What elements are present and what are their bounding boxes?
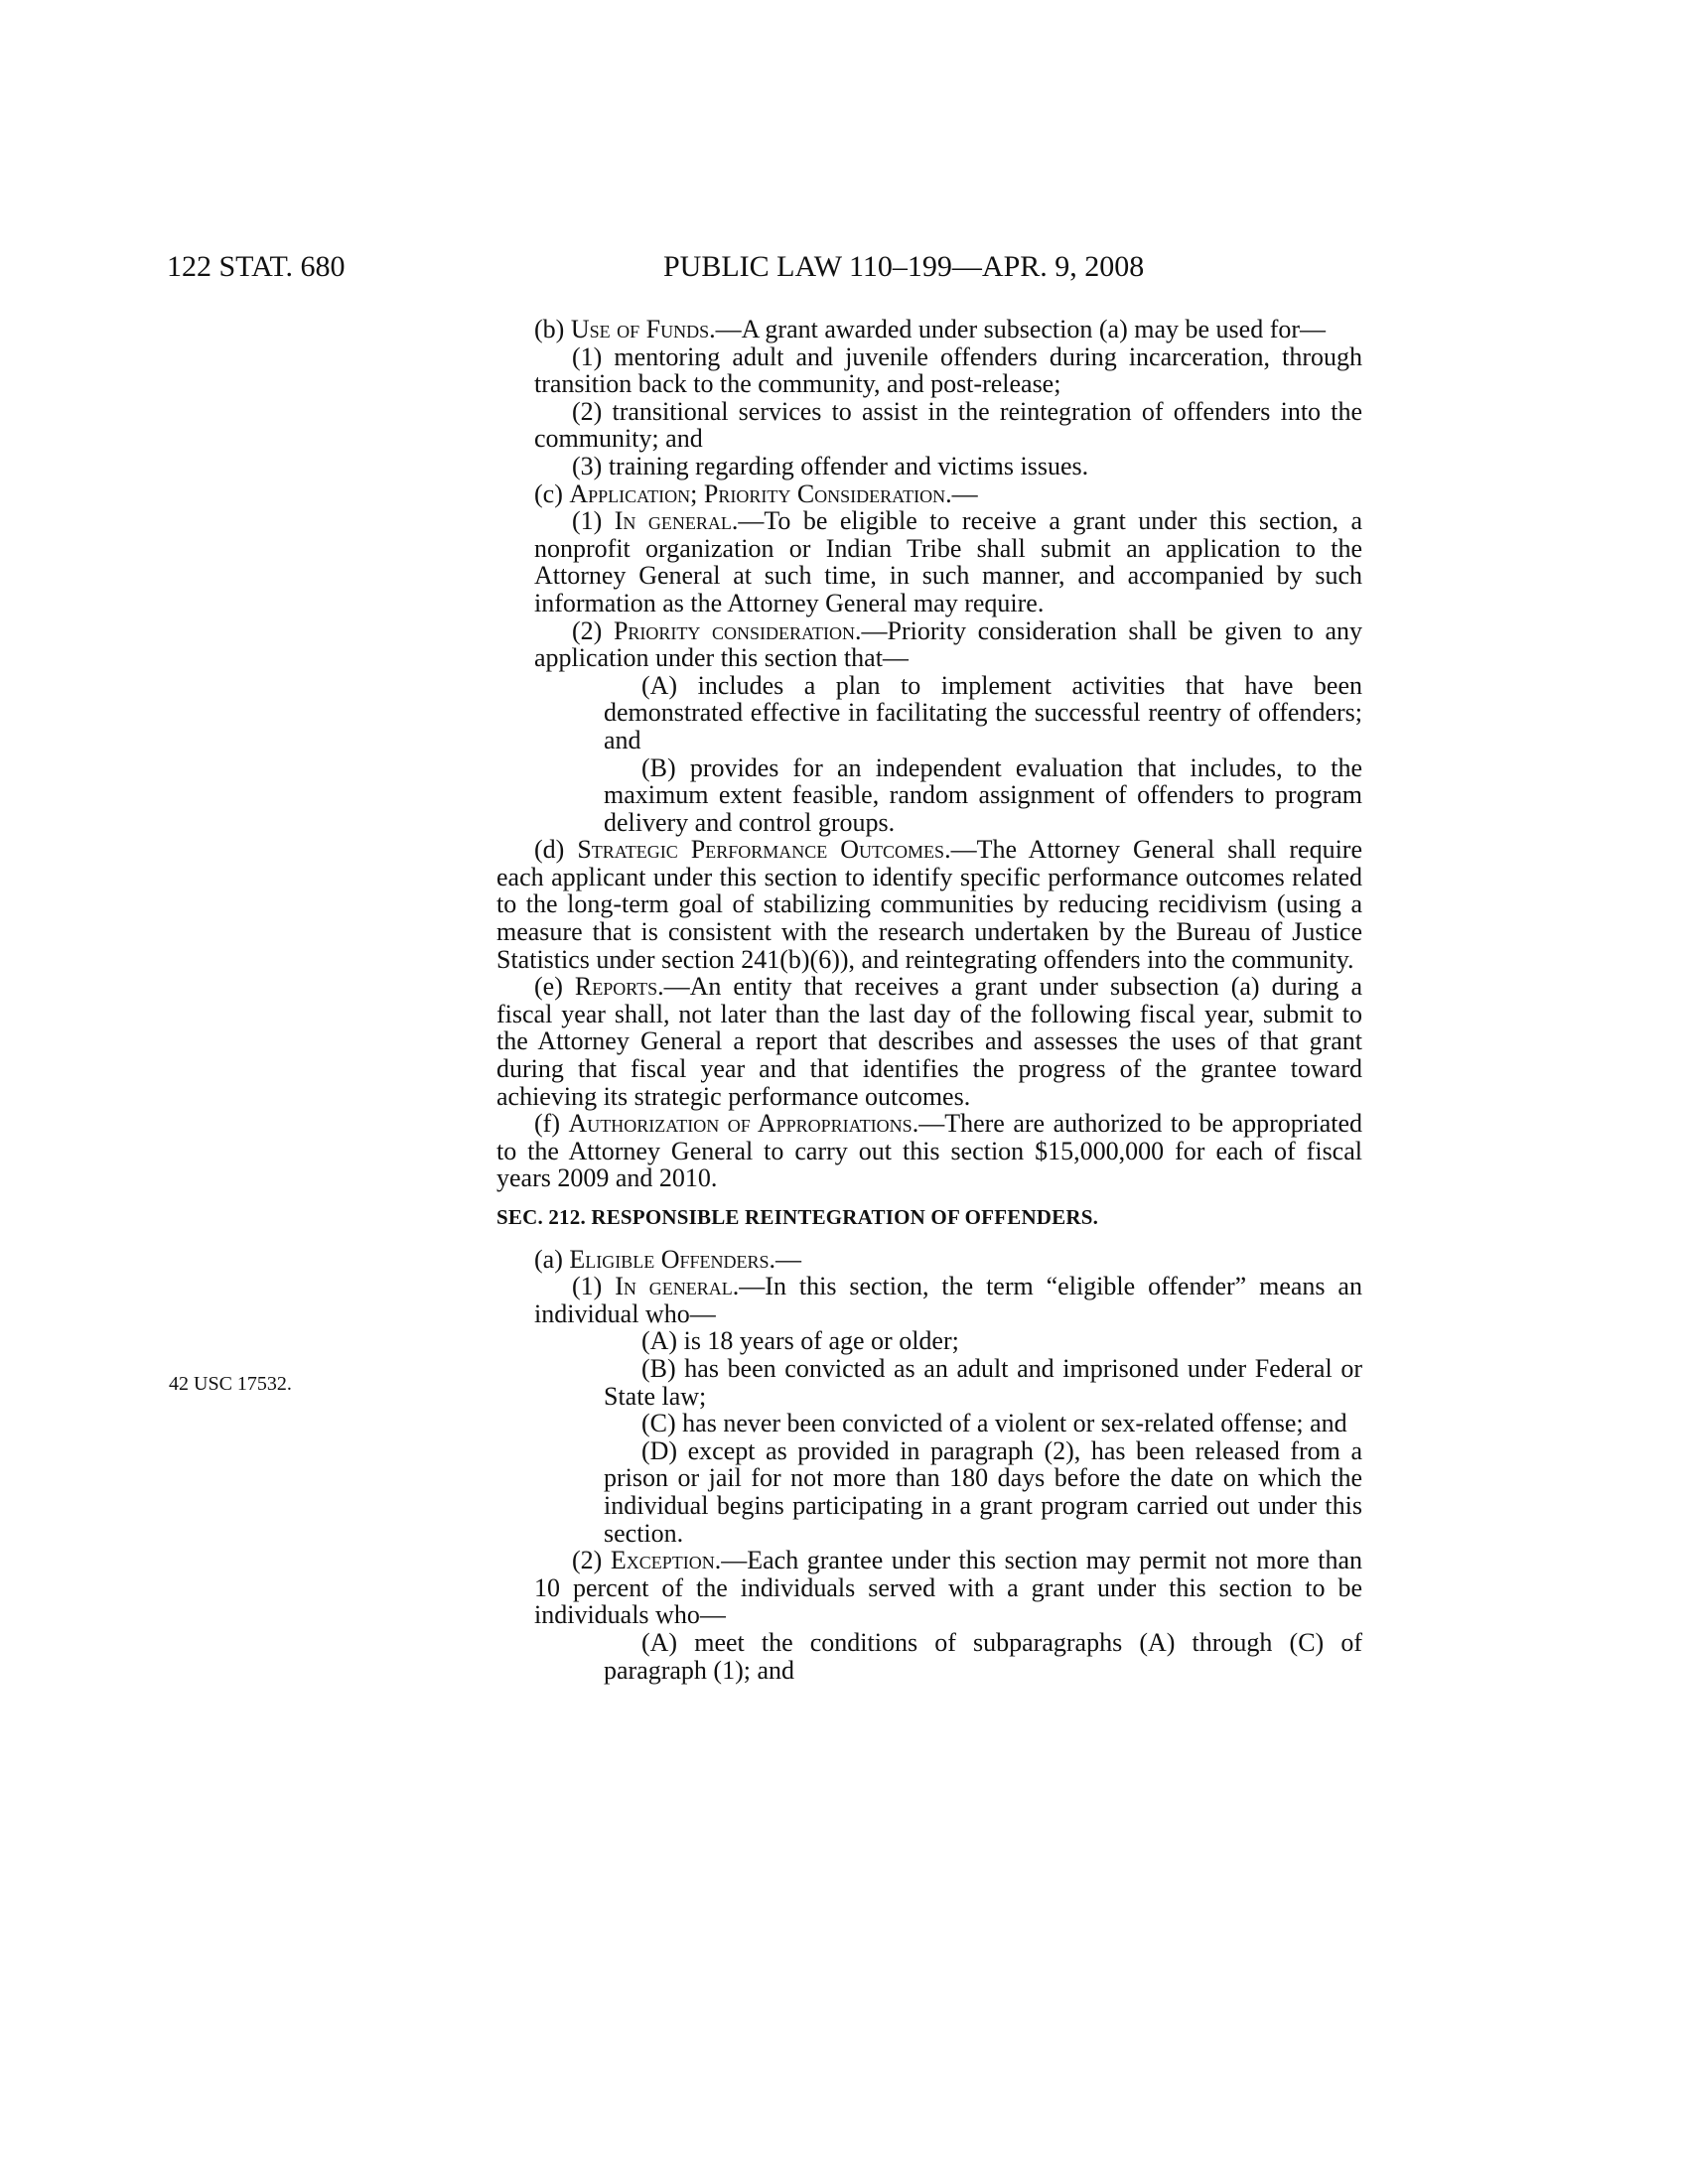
heading-authorization: Authorization of Appropriations: [568, 1109, 913, 1139]
paragraph-c2b: (B) provides for an independent evaluation that includes, to the maximum extent feasible, random assignment of offenders to program delivery and control groups.: [604, 752, 1362, 837]
paragraph-c1: (1) In general.—To be eligible to receive a grant under this section, a nonprofit organization or Indian Tribe shall submit an application to the Attorney General at such time, in such manner, and accompanied by such information as the Attorney General may require.: [534, 506, 1362, 617]
page-header: [0, 250, 1688, 290]
heading-strategic-outcomes: Strategic Performance Outcomes: [577, 835, 945, 865]
paragraph-f: (f) Authorization of Appropriations.—There are authorized to be appropriated to the Attorney General to carry out this section $15,000,000 for each of fiscal years 2009 and 2010.: [496, 1109, 1362, 1193]
paragraph-b1: (1) mentoring adult and juvenile offenders during incarceration, through transition back to the community, and post-release;: [534, 341, 1362, 399]
heading-priority-consideration: Priority consideration: [613, 615, 856, 645]
heading-reports: Reports: [574, 972, 658, 1002]
paragraph-d: (d) Strategic Performance Outcomes.—The Attorney General shall require each applicant under this section to identify specific performance outcomes related to the long-term goal of stabilizing communities by reducing recidivism (using a measure that is consistent with the research undertaken by the Bureau of Justice Statistics under section 241(b)(6)), and reintegrating offenders into the community.: [496, 835, 1362, 974]
paragraph-b3: (3) training regarding offender and victims issues.: [572, 451, 1089, 480]
paragraph-a2a: (A) meet the conditions of subparagraphs (A) through (C) of paragraph (1); and: [604, 1627, 1362, 1685]
paragraph-a1d: (D) except as provided in paragraph (2), has been released from a prison or jail for not more than 180 days before the date on which the individual begins participating in a grant program carried out under this section.: [604, 1435, 1362, 1548]
heading-application: Application; Priority Consideration: [569, 478, 946, 508]
margin-citation: 42 USC 17532.: [169, 1373, 292, 1395]
paragraph-c2a: (A) includes a plan to implement activities that have been demonstrated effective in facilitating the successful reentry of offenders; and: [604, 670, 1362, 754]
paragraph-a1c: (C) has never been convicted of a violent or sex-related offense; and: [641, 1409, 1347, 1438]
heading-use-of-funds: Use of Funds: [570, 315, 710, 343]
paragraph-e: (e) Reports.—An entity that receives a grant under subsection (a) during a fiscal year shall, not later than the last day of the following fiscal year, submit to the Attorney General a report that describes and assesses the uses of that grant during that fiscal year and that identifies the progress of the grantee toward achieving its strategic performance outcomes.: [496, 972, 1362, 1111]
heading-exception: Exception: [610, 1546, 715, 1575]
paragraph-a1: (1) In general.—In this section, the term “eligible offender” means an individual who—: [534, 1272, 1362, 1328]
paragraph-b2: (2) transitional services to assist in the reintegration of offenders into the community; and: [534, 396, 1362, 454]
section-heading: SEC. 212. RESPONSIBLE REINTEGRATION OF OFFENDERS.: [496, 1205, 1099, 1229]
paragraph-a2: (2) Exception.—Each grantee under this section may permit not more than 10 percent of the individuals served with a grant under this section to be individuals who—: [534, 1546, 1362, 1630]
law-title: PUBLIC LAW 110–199—APR. 9, 2008: [663, 250, 1145, 283]
paragraph-a1a: (A) is 18 years of age or older;: [641, 1326, 959, 1356]
document-body: [496, 316, 1362, 1684]
heading-in-general: In general: [614, 506, 732, 536]
stat-page-number: 122 STAT. 680: [167, 250, 346, 283]
paragraph-a1b: (B) has been convicted as an adult and imprisoned under Federal or State law;: [604, 1353, 1362, 1411]
paragraph-b: (b) Use of Funds.—A grant awarded under subsection (a) may be used for—: [534, 315, 1327, 343]
paragraph-c: (c) Application; Priority Consideration.—: [534, 478, 978, 508]
paragraph-a: (a) Eligible Offenders.—: [534, 1244, 802, 1274]
heading-in-general-2: In general: [615, 1272, 733, 1301]
heading-eligible-offenders: Eligible Offenders: [569, 1244, 770, 1274]
paragraph-c2: (2) Priority consideration.—Priority consideration shall be given to any application under this section that—: [534, 615, 1363, 673]
